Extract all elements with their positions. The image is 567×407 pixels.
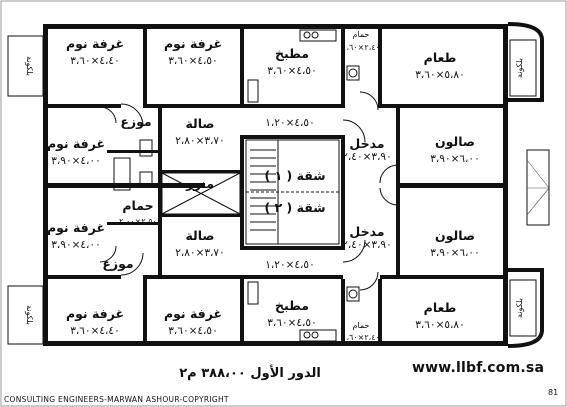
- dim-kitchen-bottom: ٤،٥٠×٣،٦٠: [267, 317, 317, 329]
- dim-bath-top: ٢،٤٠×١،٦٠: [342, 43, 380, 52]
- dim-hall-bottom: ٣،٧٠×٢،٨٠: [175, 247, 225, 259]
- room-entrance-bottom: مدخل: [349, 224, 385, 239]
- room-dining-top: طعام: [423, 50, 457, 65]
- website-label: www.llbf.com.sa: [412, 360, 545, 376]
- room-bath-top: حمام: [352, 30, 370, 39]
- dim-bath-bottom: ٢،٤٠×١،٦٠: [342, 333, 380, 342]
- dim-kitchen-top: ٤،٥٠×٣،٦٠: [267, 65, 317, 77]
- room-bedroom-top-left: غرفة نوم: [65, 36, 125, 51]
- balcony-right-bottom: بلكونة: [515, 298, 524, 318]
- dim-corridor-top: ٤،٥٠×١،٢٠: [265, 117, 315, 129]
- dim-salon-bottom: ٦،٠٠×٣،٩٠: [430, 247, 480, 259]
- dim-hall-top: ٣،٧٠×٢،٨٠: [175, 135, 225, 147]
- dim-bedroom-top-left: ٤،٤٠×٣،٦٠: [70, 55, 120, 67]
- page-number: 81: [548, 388, 559, 397]
- room-salon-bottom: صالون: [435, 228, 475, 243]
- room-distributor-top: موزع: [120, 114, 152, 129]
- dim-bedroom-top-mid: ٤،٥٠×٣،٦٠: [168, 55, 218, 67]
- drawing-title: الدور الأول ٣٨٨،٠٠ م٢: [179, 366, 321, 381]
- room-hall-bottom: صالة: [185, 228, 215, 243]
- room-bedroom-bottom-mid: غرفة نوم: [163, 306, 223, 321]
- dim-bath-mid: ٢،٥٠×٢،٠٠: [119, 217, 157, 226]
- copyright-text: CONSULTING ENGINEERS-MARWAN ASHOUR-COPYRIGHT: [4, 395, 229, 404]
- room-bath-mid: حمام: [122, 198, 154, 213]
- label-apartment-1: شقة ( ١ ): [264, 168, 326, 183]
- dim-entrance-top: ٣،٩٠×٢،٤٠: [342, 151, 392, 163]
- dim-bedroom-mid-bottom: ٤،٠٠×٣،٩٠: [51, 239, 101, 251]
- label-apartment-2: شقة ( ٢ ): [264, 200, 326, 215]
- room-hall-top: صالة: [185, 116, 215, 131]
- room-bedroom-top-mid: غرفة نوم: [163, 36, 223, 51]
- dim-bedroom-mid-left: ٤،٠٠×٣،٩٠: [51, 155, 101, 167]
- room-kitchen-top: مطبخ: [274, 46, 310, 61]
- dim-bedroom-bottom-left: ٤،٤٠×٣،٦٠: [70, 325, 120, 337]
- balcony-right-top: بلكونة: [515, 58, 524, 78]
- label-light-well: منور: [186, 176, 214, 191]
- balcony-left-top: بلكونة: [25, 56, 34, 76]
- room-bedroom-bottom-left: غرفة نوم: [65, 306, 125, 321]
- room-bedroom-mid-bottom: غرفة نوم: [46, 220, 106, 235]
- room-distributor-bottom: موزع: [102, 256, 134, 271]
- dim-dining-bottom: ٥،٨٠×٣،٦٠: [415, 319, 465, 331]
- balcony-left-bottom: بلكونة: [25, 305, 34, 325]
- dim-salon-top: ٦،٠٠×٣،٩٠: [430, 153, 480, 165]
- dim-corridor-bottom: ٤،٥٠×١،٢٠: [265, 259, 315, 271]
- room-dining-bottom: طعام: [423, 300, 457, 315]
- room-salon-top: صالون: [435, 134, 475, 149]
- dim-bedroom-bottom-mid: ٤،٥٠×٣،٦٠: [168, 325, 218, 337]
- dim-entrance-bottom: ٣،٩٠×٢،٤٠: [342, 239, 392, 251]
- dim-dining-top: ٥،٨٠×٣،٦٠: [415, 69, 465, 81]
- room-kitchen-bottom: مطبخ: [274, 298, 310, 313]
- room-entrance-top: مدخل: [349, 136, 385, 151]
- room-bedroom-mid-left: غرفة نوم: [46, 136, 106, 151]
- room-bath-bottom: حمام: [352, 321, 370, 330]
